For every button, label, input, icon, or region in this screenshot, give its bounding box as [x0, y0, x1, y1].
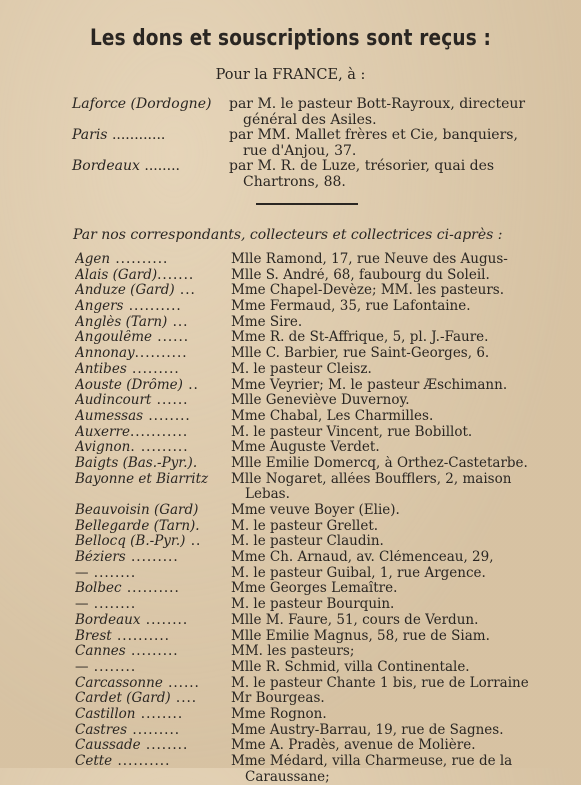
- list-item-city: [75, 723, 231, 739]
- city-name: Aouste (Drôme): [75, 377, 183, 393]
- list-item: [75, 660, 555, 676]
- list-item: [75, 503, 555, 519]
- city-name: Castillon: [75, 706, 136, 722]
- list-item-address: Mme Chabal, Les Charmilles.: [231, 408, 434, 424]
- list-item-city: [75, 629, 231, 645]
- leader-dots: ........: [140, 612, 189, 628]
- main-entry-line: général des Asiles.: [243, 112, 377, 128]
- list-item-city: [75, 440, 231, 456]
- list-item-city: [75, 503, 231, 519]
- list-item-city: [75, 393, 231, 409]
- list-item: [75, 487, 555, 503]
- city-name: Cette: [75, 754, 113, 769]
- list-item-city: [75, 676, 231, 692]
- list-item-city: [75, 409, 231, 425]
- leader-dots: ....: [170, 691, 198, 707]
- list-item: [75, 330, 555, 346]
- list-item: [75, 378, 555, 394]
- list-item: [75, 613, 555, 629]
- page-title: Les dons et souscriptions sont reçus :: [89, 26, 492, 51]
- list-item: [75, 644, 555, 660]
- city-name: —: [75, 659, 89, 675]
- list-item-city: [75, 346, 231, 362]
- document-page: Les dons et souscriptions sont reçus : Pour la FRANCE, à : Laforce (Dordogne) par M. le pasteur Bott-Rayroux, directeur général des Asiles. Paris ............ par MM. Mallet frères et Cie, banquiers, rue d'Anjou, 37. Bordeaux ........ par M. R. de Luze, trésorier, quai des Chartrons, 88. Par nos correspondants, collecteurs et collectrices ci-après : Agen .......... Mlle Ramond, 17, rue Neuve des Augus- Alais (Gard)....... Mlle S. André, 68, faubourg du Soleil. Anduze (Gard) ... Mme Chapel-Devèze; MM. les pasteurs. Angers .......... Mme Fermaud, 35, rue Lafontaine. Anglès (Tarn) ... Mme Sire. Angoulême ...... Mme R. de St-Affrique, 5, pl. J.-Faure. Annonay.......... Mlle C. Barbier, rue Saint-Georges, 6. Antibes ......... M. le pasteur Cleisz. Aouste (Drôme) .. Mme Veyrier; M. le pasteur Æschimann. Audincourt ...... Mlle Geneviève Duvernoy. Aumessas ........ Mme Chabal, Les Charmilles. Auxerre........... M. le pasteur Vincent, rue Bobillot. Avignon. ......... Mme Auguste Verdet. Baigts (Bas.-Pyr.). Mlle Emilie Domercq, à Orthez-Castetarbe. Bayonne et Biarritz Mlle Nogaret, allées Boufflers, 2, maison Lebas. Beauvoisin (Gard) Mme veuve Boyer (Elie). Bellegarde (Tarn). M. le pasteur Grellet. Bellocq (B.-Pyr.) .. M. le pasteur Claudin. Béziers ......... Mme Ch. Arnaud, av. Clémenceau, 29, — ........ M. le pasteur Guibal, 1, rue Argence. Bolbec .......... Mme Georges Lemaître. — ........ M. le pasteur Bourquin. Bordeaux ........ Mlle M. Faure, 51, cours de Verdun. Brest .......... Mlle Emilie Magnus, 58, rue de Siam. Cannes ......... MM. les pasteurs; — ........ Mlle R. Schmid, villa Continentale. Carcassonne ...... M. le pasteur Chante 1 bis, rue de Lorraine Cardet (Gard) .... Mr Bourgeas. Castillon ........ Mme Rognon. Castres ......... Mme Austry-Barrau, 19, rue de Sagnes. Caussade ........ Mme A. Pradès, avenue de Molière. Cette .......... Mme Médard, villa Charmeuse, rue de la Caraussane;: [0, 0, 581, 768]
- city-name: Agen: [75, 252, 111, 267]
- list-item-address: Mlle Geneviève Duvernoy.: [231, 393, 410, 409]
- list-item-address: Mlle Nogaret, allées Boufflers, 2, maison: [231, 471, 512, 487]
- main-entry-line: par M. R. de Luze, trésorier, quai des: [229, 158, 495, 174]
- list-item-address: Mme Sire.: [231, 314, 303, 330]
- list-item-address: Mme Veyrier; M. le pasteur Æschimann.: [231, 377, 508, 393]
- list-item-city: [75, 707, 231, 723]
- list-item-city: [75, 660, 231, 676]
- list-item-address: Mme R. de St-Affrique, 5, pl. J.-Faure.: [231, 330, 489, 346]
- city-name: Angoulême: [75, 330, 153, 346]
- leader-dots: ........: [88, 565, 137, 581]
- leader-dots: ..........: [110, 252, 169, 267]
- list-item-address: M. le pasteur Bourquin.: [231, 597, 395, 613]
- main-entry-line: rue d'Anjou, 37.: [243, 143, 357, 159]
- list-item: [75, 252, 555, 268]
- main-entry-place: Laforce (Dordogne): [72, 96, 212, 112]
- leader-dots: ..........: [134, 346, 188, 362]
- list-item: [75, 550, 555, 566]
- city-name: Anglès (Tarn): [75, 314, 168, 330]
- list-item-address: Mme Médard, villa Charmeuse, rue de la: [231, 754, 513, 769]
- list-item: [75, 362, 555, 378]
- leader-dots: ..: [182, 377, 199, 393]
- list-item: [75, 315, 555, 331]
- main-entry-line: par MM. Mallet frères et Cie, banquiers,: [229, 127, 518, 143]
- list-item-city: [75, 738, 231, 754]
- list-item-city: [75, 472, 231, 488]
- list-item-address: MM. les pasteurs;: [231, 644, 355, 660]
- list-item-city: [75, 362, 231, 378]
- list-item: [75, 409, 555, 425]
- main-entry-place: Paris: [72, 127, 108, 143]
- list-item: [75, 472, 555, 488]
- list-item-city: [75, 315, 231, 331]
- leader-dots: .......: [157, 267, 195, 283]
- list-item-city: [75, 330, 231, 346]
- leader-dots: ..: [185, 534, 202, 550]
- list-item: [75, 346, 555, 362]
- list-item-city: [75, 456, 231, 472]
- list-item-address: Mr Bourgeas.: [231, 691, 325, 707]
- list-item: [75, 393, 555, 409]
- leader-dots: .........: [125, 550, 179, 566]
- list-item-address: Mme Georges Lemaître.: [231, 581, 398, 597]
- leader-dots: ........: [88, 597, 137, 613]
- list-item-address: M. le pasteur Vincent, rue Bobillot.: [231, 424, 473, 440]
- leader-dots: ......: [152, 330, 190, 346]
- city-name: Bayonne et Biarritz: [75, 471, 209, 487]
- list-item: [75, 738, 555, 754]
- list-item: [75, 754, 555, 770]
- city-name: Alais (Gard): [75, 267, 158, 283]
- leader-dots: ...........: [129, 424, 189, 440]
- city-name: Bellegarde (Tarn).: [75, 518, 200, 534]
- section-divider: [256, 203, 358, 205]
- list-item-city: [75, 519, 231, 535]
- list-item-address: Mlle S. André, 68, faubourg du Soleil.: [231, 267, 490, 283]
- list-item: [75, 566, 555, 582]
- list-item: [75, 676, 555, 692]
- leader-dots: ..........: [123, 299, 182, 315]
- city-name: Anduze (Gard): [75, 283, 175, 299]
- list-item-address: Mlle Ramond, 17, rue Neuve des Augus-: [231, 252, 508, 267]
- list-item-address: Mme Ch. Arnaud, av. Clémenceau, 29,: [231, 550, 494, 566]
- list-item: [75, 299, 555, 315]
- correspondants-heading: Par nos correspondants, collecteurs et collectrices ci-après :: [73, 227, 503, 243]
- leader-dots: ......: [162, 675, 200, 691]
- list-item-city: [75, 268, 231, 284]
- city-name: Bolbec: [75, 581, 122, 597]
- city-name: Béziers: [75, 550, 126, 566]
- leader-dots: ...: [167, 314, 189, 330]
- city-name: Bordeaux: [75, 612, 141, 628]
- leader-dots: ......: [151, 393, 189, 409]
- list-item-address: Mlle R. Schmid, villa Continentale.: [231, 659, 470, 675]
- list-item-address: Mme Chapel-Devèze; MM. les pasteurs.: [231, 283, 505, 299]
- list-item: [75, 440, 555, 456]
- leader-dots: ..........: [112, 754, 171, 769]
- city-name: Castres: [75, 722, 128, 738]
- city-name: Beauvoisin (Gard): [75, 503, 199, 518]
- list-item: [75, 519, 555, 535]
- list-item-city: [75, 550, 231, 566]
- france-subtitle: Pour la FRANCE, à :: [215, 67, 366, 83]
- main-entry-place: Bordeaux: [72, 158, 140, 174]
- list-item: [75, 283, 555, 299]
- city-name: Auxerre: [75, 424, 130, 440]
- correspondants-list: [75, 252, 555, 785]
- list-item-city: [75, 691, 231, 707]
- list-item: [75, 456, 555, 472]
- main-entry-line: par M. le pasteur Bott-Rayroux, directeur: [229, 96, 526, 112]
- list-item-address: M. le pasteur Guibal, 1, rue Argence.: [231, 565, 486, 581]
- list-item-city: [75, 299, 231, 315]
- list-item-address: Mme Austry-Barrau, 19, rue de Sagnes.: [231, 722, 504, 738]
- city-name: Carcassonne: [75, 675, 163, 691]
- city-name: Baigts (Bas.-Pyr.).: [75, 455, 198, 471]
- list-item-address: Lebas.: [245, 487, 290, 503]
- leader-dots: ..........: [111, 628, 170, 644]
- city-name: Bellocq (B.-Pyr.): [75, 534, 186, 550]
- list-item-city: [75, 283, 231, 299]
- leader-dots: .........: [127, 722, 181, 738]
- list-item: [75, 770, 555, 785]
- list-item-city: [75, 597, 231, 613]
- city-name: Cardet (Gard): [75, 691, 171, 707]
- main-entry-line: Chartrons, 88.: [243, 174, 346, 190]
- list-item-address: Mme Rognon.: [231, 706, 327, 722]
- leader-dots: .........: [126, 361, 180, 377]
- list-item-address: Mlle Emilie Magnus, 58, rue de Siam.: [231, 628, 490, 644]
- list-item-address: Mme A. Pradès, avenue de Molière.: [231, 738, 476, 754]
- leader-dots: ........: [135, 706, 184, 722]
- city-name: Caussade: [75, 738, 141, 754]
- list-item: [75, 723, 555, 739]
- list-item: [75, 691, 555, 707]
- list-item: [75, 629, 555, 645]
- list-item-address: Mlle M. Faure, 51, cours de Verdun.: [231, 612, 479, 628]
- list-item-address: M. le pasteur Claudin.: [231, 534, 384, 550]
- list-item: [75, 581, 555, 597]
- list-item: [75, 597, 555, 613]
- list-item-address: Mme Auguste Verdet.: [231, 440, 380, 456]
- city-name: —: [75, 565, 89, 581]
- city-name: —: [75, 597, 89, 613]
- list-item-address: M. le pasteur Chante 1 bis, rue de Lorraine: [231, 675, 529, 691]
- list-item-city: [75, 378, 231, 394]
- list-item-city: [75, 644, 231, 660]
- city-name: Avignon: [75, 440, 131, 456]
- list-item-address: M. le pasteur Cleisz.: [231, 361, 372, 377]
- leader-dots: . .........: [130, 440, 189, 456]
- list-item-city: [75, 425, 231, 441]
- list-item-city: [75, 754, 231, 770]
- leader-dots: ........: [140, 738, 189, 754]
- list-item: [75, 707, 555, 723]
- list-item-address: M. le pasteur Grellet.: [231, 518, 379, 534]
- city-name: Cannes: [75, 644, 126, 660]
- list-item: [75, 425, 555, 441]
- list-item-address: Caraussane;: [245, 769, 330, 785]
- city-name: Brest: [75, 628, 112, 644]
- leader-dots: ..........: [121, 581, 180, 597]
- list-item-city: [75, 613, 231, 629]
- city-name: Antibes: [75, 361, 127, 377]
- list-item-address: Mme Fermaud, 35, rue Lafontaine.: [231, 299, 471, 315]
- list-item-address: Mlle C. Barbier, rue Saint-Georges, 6.: [231, 346, 490, 362]
- city-name: Audincourt: [75, 393, 152, 409]
- list-item-city: [75, 252, 231, 268]
- city-name: Annonay: [75, 346, 135, 362]
- city-name: Angers: [75, 299, 124, 315]
- leader-dots: ........: [143, 408, 191, 424]
- list-item: [75, 268, 555, 284]
- list-item: [75, 534, 555, 550]
- leader-dots: .........: [125, 644, 179, 660]
- list-item-city: [75, 566, 231, 582]
- city-name: Aumessas: [75, 408, 144, 424]
- list-item-city: [75, 534, 231, 550]
- leader-dots: ........: [88, 659, 137, 675]
- list-item-address: Mlle Emilie Domercq, à Orthez-Castetarbe.: [231, 455, 528, 471]
- leader-dots: ...: [174, 283, 196, 299]
- list-item-address: Mme veuve Boyer (Elie).: [231, 503, 400, 518]
- list-item-city: [75, 581, 231, 597]
